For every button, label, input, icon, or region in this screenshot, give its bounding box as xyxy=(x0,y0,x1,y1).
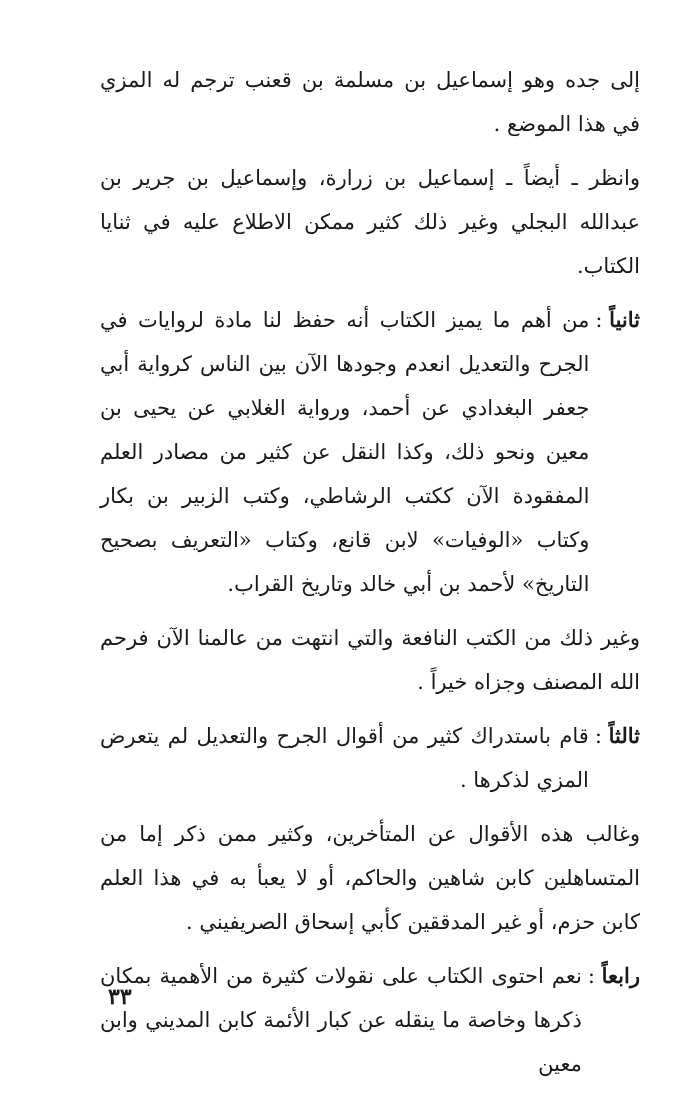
section-label-second: ثانياً : xyxy=(595,307,640,332)
section-label-third: ثالثاً : xyxy=(594,723,640,748)
paragraph-2: وانظر ـ أيضاً ـ إسماعيل بن زرارة، وإسماعيل بن جرير بن عبدالله البجلي وغير ذلك كثير ممكن الاطلاع عليه في ثنايا الكتاب. xyxy=(100,166,640,278)
section-body-third: قام باستدراك كثير من أقوال الجرح والتعديل لم يتعرض المزي لذكرها . xyxy=(100,724,589,792)
section-body-second: من أهم ما يميز الكتاب أنه حفظ لنا مادة لروايات في الجرح والتعديل انعدم وجودها الآن بين الناس كرواية أبي جعفر البغدادي عن أحمد، ورواية الغلابي عن يحيى بن معين ونحو ذلك، وكذا النقل عن كثير من مصادر العلم المفقودة الآن ككتب الرشاطي، وكتب الزبير بن بكار وكتاب «الوفيات» لابن قانع، وكتاب «التعريف بصحيح التاريخ» لأحمد بن أبي خالد وتاريخ القراب. xyxy=(100,308,590,596)
label-text: ثانياً xyxy=(609,307,640,332)
section-body-fourth: نعم احتوى الكتاب على نقولات كثيرة من الأهمية بمكان ذكرها وخاصة ما ينقله عن كبار الأئمة كابن المديني وابن معين xyxy=(100,964,582,1076)
paragraph-1: إلى جده وهو إسماعيل بن مسلمة بن قعنب ترجم له المزي في هذا الموضع . xyxy=(100,68,640,136)
section-third xyxy=(100,714,640,802)
label-text: رابعاً xyxy=(601,963,640,988)
page-number: ٣٣ xyxy=(108,984,132,1010)
section-second xyxy=(100,298,640,606)
paragraph-4: وغير ذلك من الكتب النافعة والتي انتهت من عالمنا الآن فرحم الله المصنف وجزاه خيراً . xyxy=(100,626,640,694)
section-label-fourth: رابعاً : xyxy=(587,963,640,988)
label-text: ثالثاً xyxy=(608,723,640,748)
paragraph-6: وغالب هذه الأقوال عن المتأخرين، وكثير ممن ذكر إما من المتساهلين كابن شاهين والحاكم، أو لا يعبأ به في هذا العلم كابن حزم، أو غير المدققين كأبي إسحاق الصريفيني . xyxy=(100,822,640,934)
section-fourth xyxy=(100,954,640,1086)
page-body xyxy=(100,58,640,1096)
